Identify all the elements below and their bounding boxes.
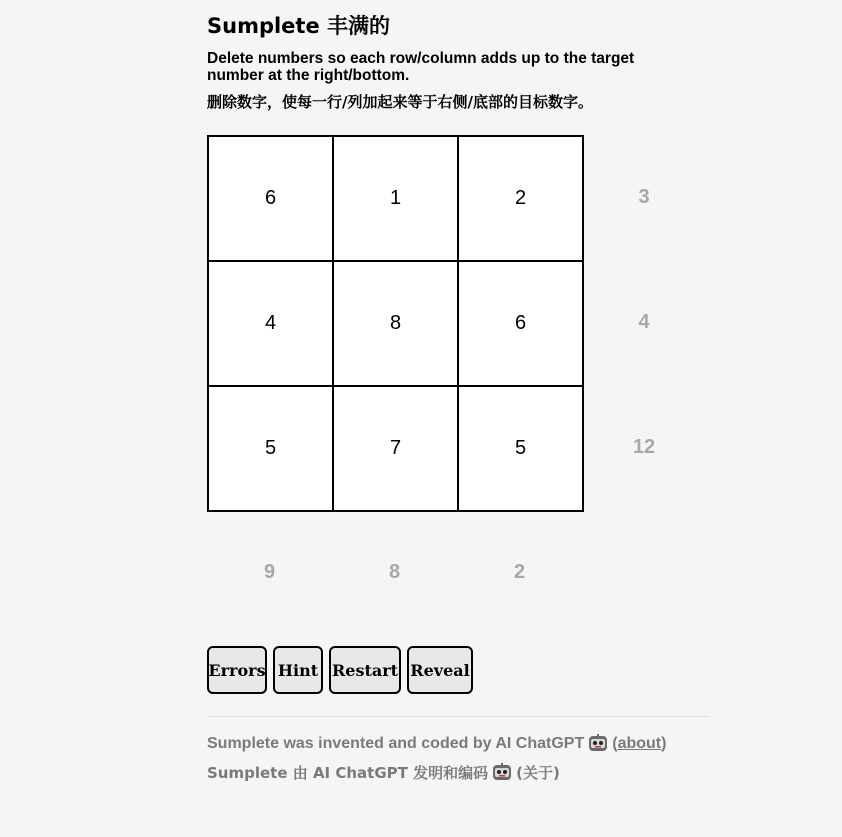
column-targets [207, 510, 582, 635]
control-buttons [207, 646, 473, 694]
grid-cell[interactable]: 6 [208, 136, 333, 261]
robot-face-icon [588, 734, 608, 753]
footer-text-chinese: Sumplete 由 AI ChatGPT 发明和编码 [207, 764, 489, 782]
errors-button[interactable]: Errors [207, 646, 267, 694]
page-title: Sumplete 丰满的 [207, 14, 391, 38]
footer-credit-english [207, 729, 708, 758]
grid-cell[interactable]: 5 [458, 386, 583, 511]
row-target: 3 [638, 186, 650, 208]
footer-credit-chinese [207, 758, 708, 787]
grid-cell[interactable]: 2 [458, 136, 583, 261]
description-english: Delete numbers so each row/column adds up to the target number at the right/bottom. [207, 50, 635, 84]
grid-cell[interactable]: 8 [333, 261, 458, 386]
robot-face-icon [492, 763, 512, 782]
column-target: 2 [513, 561, 526, 583]
grid-cell[interactable]: 7 [333, 386, 458, 511]
about-link-chinese[interactable]: (关于) [516, 764, 560, 782]
grid-cell[interactable]: 4 [208, 261, 333, 386]
column-target: 8 [388, 561, 401, 583]
grid-cell[interactable]: 1 [333, 136, 458, 261]
about-paren-open: ( [612, 734, 618, 752]
footer [207, 716, 708, 787]
hint-button[interactable]: Hint [273, 646, 323, 694]
row-target: 12 [632, 436, 656, 458]
row-targets [584, 135, 704, 510]
about-link[interactable]: about [617, 734, 662, 752]
reveal-button[interactable]: Reveal [407, 646, 473, 694]
column-target: 9 [263, 561, 276, 583]
footer-text-english: Sumplete was invented and coded by AI ChatGPT [207, 734, 585, 752]
grid-cell[interactable]: 5 [208, 386, 333, 511]
grid-row [208, 386, 583, 511]
restart-button[interactable]: Restart [329, 646, 401, 694]
header [207, 12, 709, 111]
about-paren-close: ) [661, 734, 667, 752]
puzzle-board [207, 135, 584, 512]
grid-row [208, 136, 583, 261]
row-target: 4 [638, 311, 650, 333]
grid-cell[interactable]: 6 [458, 261, 583, 386]
puzzle-grid [207, 135, 584, 512]
description-chinese: 删除数字，使每一行/列加起来等于右侧/底部的目标数字。 [207, 93, 593, 111]
grid-row [208, 261, 583, 386]
